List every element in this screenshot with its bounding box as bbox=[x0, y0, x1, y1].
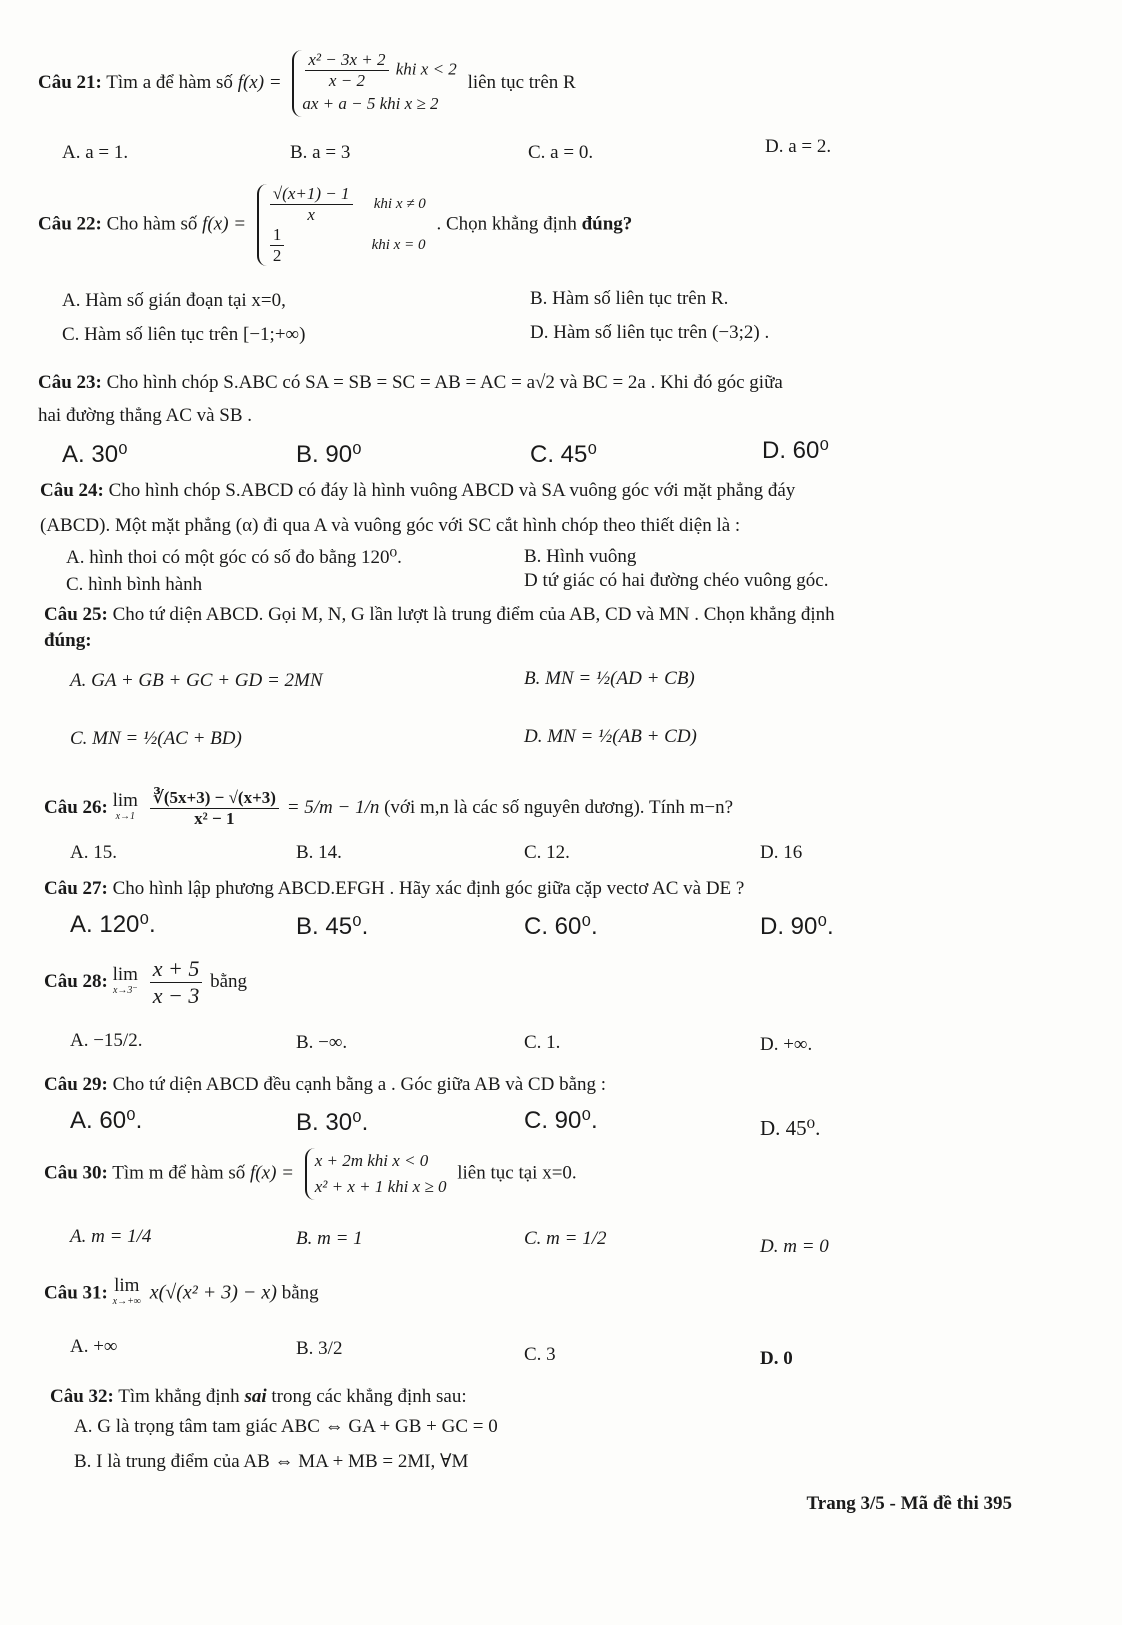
option-b: B. 14. bbox=[296, 842, 342, 863]
option-a: A. −15/2. bbox=[70, 1030, 143, 1051]
question-suffix: liên tục tại x=0. bbox=[457, 1162, 577, 1184]
question-text-line2: (ABCD). Một mặt phẳng (α) đi qua A và vuông góc với SC cắt hình chóp theo thiết diện là : bbox=[40, 515, 741, 536]
question-label: Câu 21: bbox=[38, 71, 102, 93]
option-d: D. 45⁰. bbox=[760, 1116, 821, 1140]
page-footer: Trang 3/5 - Mã đề thi 395 bbox=[806, 1493, 1012, 1514]
question-text: bằng bbox=[281, 1282, 319, 1304]
option-d: D. 60⁰ bbox=[762, 437, 829, 464]
question-28 bbox=[44, 956, 247, 1009]
question-label: Câu 22: bbox=[38, 213, 102, 235]
question-26 bbox=[44, 788, 733, 829]
question-label: Câu 23: bbox=[38, 372, 102, 393]
option-a: A. Hàm số gián đoạn tại x=0, bbox=[62, 290, 286, 311]
question-label: Câu 26: bbox=[44, 796, 108, 818]
option-b: B. MN = ½(AD + CB) bbox=[524, 668, 695, 689]
option-a: A. hình thoi có một góc có số đo bằng 120⁰. bbox=[66, 547, 402, 568]
question-label: Câu 31: bbox=[44, 1282, 108, 1304]
question-text: Cho hình chóp S.ABCD có đáy là hình vuông ABCD và SA vuông góc với mặt phẳng đáy bbox=[108, 480, 796, 501]
option-c: C. 60⁰. bbox=[524, 913, 598, 940]
question-32 bbox=[50, 1386, 467, 1408]
option-c: C. Hàm số liên tục trên [−1;+∞) bbox=[62, 324, 306, 345]
question-label: Câu 29: bbox=[44, 1074, 108, 1095]
question-29 bbox=[44, 1074, 606, 1096]
fraction: $\frac{∛(5x+3) - √(x+3)}{\text{x² − 1}}$ bbox=[150, 788, 279, 829]
question-text: Tìm a để hàm số bbox=[106, 71, 233, 93]
option-d: D. MN = ½(AB + CD) bbox=[524, 726, 697, 747]
option-b: B. Hàm số liên tục trên R. bbox=[530, 288, 729, 309]
question-text: (với m,n là các số nguyên dương). Tính m−n? bbox=[384, 796, 734, 818]
question-label: Câu 32: bbox=[50, 1386, 114, 1407]
question-31 bbox=[44, 1275, 319, 1310]
question-label: Câu 25: bbox=[44, 604, 108, 625]
option-c: C. a = 0. bbox=[528, 142, 594, 163]
limit: lim x→+∞ bbox=[112, 1275, 141, 1307]
option-a: A. a = 1. bbox=[62, 142, 129, 163]
option-b: B. Hình vuông bbox=[524, 546, 637, 567]
question-text-line2: đúng: bbox=[44, 630, 92, 651]
option-d: D. 16 bbox=[760, 842, 803, 863]
option-c: C. 45⁰ bbox=[530, 441, 597, 468]
option-d: D tứ giác có hai đường chéo vuông góc. bbox=[524, 570, 829, 591]
question-text: bằng bbox=[210, 970, 248, 992]
option-c: C. hình bình hành bbox=[66, 574, 203, 595]
function-name: f(x) = bbox=[250, 1162, 294, 1184]
question-24 bbox=[40, 480, 795, 502]
limit-expression: x(√(x² + 3) − x) bbox=[149, 1281, 277, 1304]
question-23 bbox=[38, 372, 783, 394]
option-c: C. 1. bbox=[524, 1032, 561, 1053]
option-b: B. a = 3 bbox=[290, 142, 351, 163]
option-a: A. 60⁰. bbox=[70, 1107, 143, 1134]
question-label: Câu 30: bbox=[44, 1162, 108, 1184]
question-21 bbox=[38, 50, 576, 117]
question-label: Câu 27: bbox=[44, 878, 108, 899]
fraction: $\frac{\text{x² − 3x + 2}}{x - 2}$ bbox=[305, 50, 388, 91]
option-b: B. 90⁰ bbox=[296, 441, 362, 468]
question-25 bbox=[44, 604, 835, 626]
option-d: D. Hàm số liên tục trên (−3;2) . bbox=[530, 322, 770, 343]
question-suffix-bold: đúng? bbox=[581, 213, 633, 235]
question-text: Cho hình chóp S.ABC có SA = SB = SC = AB = AC = a√2 và BC = 2a . Khi đó góc giữa bbox=[106, 372, 783, 393]
question-label: Câu 28: bbox=[44, 970, 108, 992]
option-a: A. 120⁰. bbox=[70, 911, 156, 938]
option-b: B. 30⁰. bbox=[296, 1109, 369, 1136]
limit: lim x→1 bbox=[112, 789, 138, 822]
option-b: B. m = 1 bbox=[296, 1228, 363, 1249]
option-c: C. MN = ½(AC + BD) bbox=[70, 728, 242, 749]
fraction: $\frac{1}{2}$ bbox=[270, 225, 285, 266]
function-name: f(x) = bbox=[237, 71, 282, 93]
option-a: A. 15. bbox=[70, 842, 117, 863]
option-a: A. m = 1/4 bbox=[70, 1226, 152, 1247]
question-text: trong các khẳng định sau: bbox=[271, 1386, 467, 1407]
fraction: $\frac{x + 5}{x - 3}$ bbox=[150, 956, 203, 1009]
option-c: C. 3 bbox=[524, 1344, 556, 1365]
question-suffix: liên tục trên R bbox=[467, 71, 576, 93]
question-text-line2: hai đường thẳng AC và SB . bbox=[38, 405, 253, 426]
question-text: Cho tứ diện ABCD. Gọi M, N, G lần lượt là trung điểm của AB, CD và MN . Chọn khẳng định bbox=[112, 604, 835, 625]
question-22 bbox=[38, 184, 632, 266]
question-27 bbox=[44, 878, 744, 900]
question-label: Câu 24: bbox=[40, 480, 104, 501]
option-b: B. −∞. bbox=[296, 1032, 348, 1053]
question-suffix: . Chọn khẳng định bbox=[436, 213, 577, 235]
option-a: A. 30⁰ bbox=[62, 441, 128, 468]
piecewise-function: $\frac{√(x+1) - 1}{x}$ khi x ≠ 0 $\frac{1}{2}$ khi x = 0 bbox=[257, 184, 426, 266]
option-d: D. m = 0 bbox=[760, 1236, 829, 1257]
option-d: D. +∞. bbox=[760, 1034, 813, 1055]
limit: lim x→3⁻ bbox=[112, 963, 138, 996]
option-b: B. 45⁰. bbox=[296, 913, 369, 940]
option-d: D. 0 bbox=[760, 1348, 793, 1369]
question-text: Cho tứ diện ABCD đều cạnh bằng a . Góc giữa AB và CD bằng : bbox=[112, 1074, 607, 1095]
question-text: Cho hàm số bbox=[106, 213, 198, 235]
function-name: f(x) = bbox=[202, 213, 247, 235]
rhs: = 5/m − 1/n bbox=[286, 796, 380, 818]
option-c: C. m = 1/2 bbox=[524, 1228, 607, 1249]
question-30 bbox=[44, 1148, 577, 1200]
option-c: C. 90⁰. bbox=[524, 1107, 598, 1134]
option-a: A. GA + GB + GC + GD = 2MN bbox=[70, 670, 323, 691]
option-a: A. G là trọng tâm tam giác ABC ⇔ GA + GB + GC = 0 bbox=[74, 1416, 498, 1437]
option-a: A. +∞ bbox=[70, 1336, 118, 1357]
question-text: Tìm m để hàm số bbox=[112, 1162, 246, 1184]
option-b: B. 3/2 bbox=[296, 1338, 343, 1359]
question-text-emphasis: sai bbox=[244, 1386, 267, 1407]
piecewise-function: x + 2m khi x < 0 x² + x + 1 khi x ≥ 0 bbox=[305, 1148, 447, 1200]
option-b: B. I là trung điểm của AB ⇔ MA + MB = 2MI, ∀M bbox=[74, 1451, 469, 1472]
piecewise-function: $\frac{\text{x² − 3x + 2}}{x - 2}$ khi x < 2 ax + a − 5 khi x ≥ 2 bbox=[292, 50, 456, 117]
option-d: D. a = 2. bbox=[765, 136, 832, 157]
option-c: C. 12. bbox=[524, 842, 570, 863]
option-d: D. 90⁰. bbox=[760, 913, 834, 940]
question-text: Tìm khẳng định bbox=[118, 1386, 240, 1407]
fraction: $\frac{√(x+1) - 1}{x}$ bbox=[270, 184, 353, 225]
question-text: Cho hình lập phương ABCD.EFGH . Hãy xác định góc giữa cặp vectơ AC và DE ? bbox=[112, 878, 745, 899]
